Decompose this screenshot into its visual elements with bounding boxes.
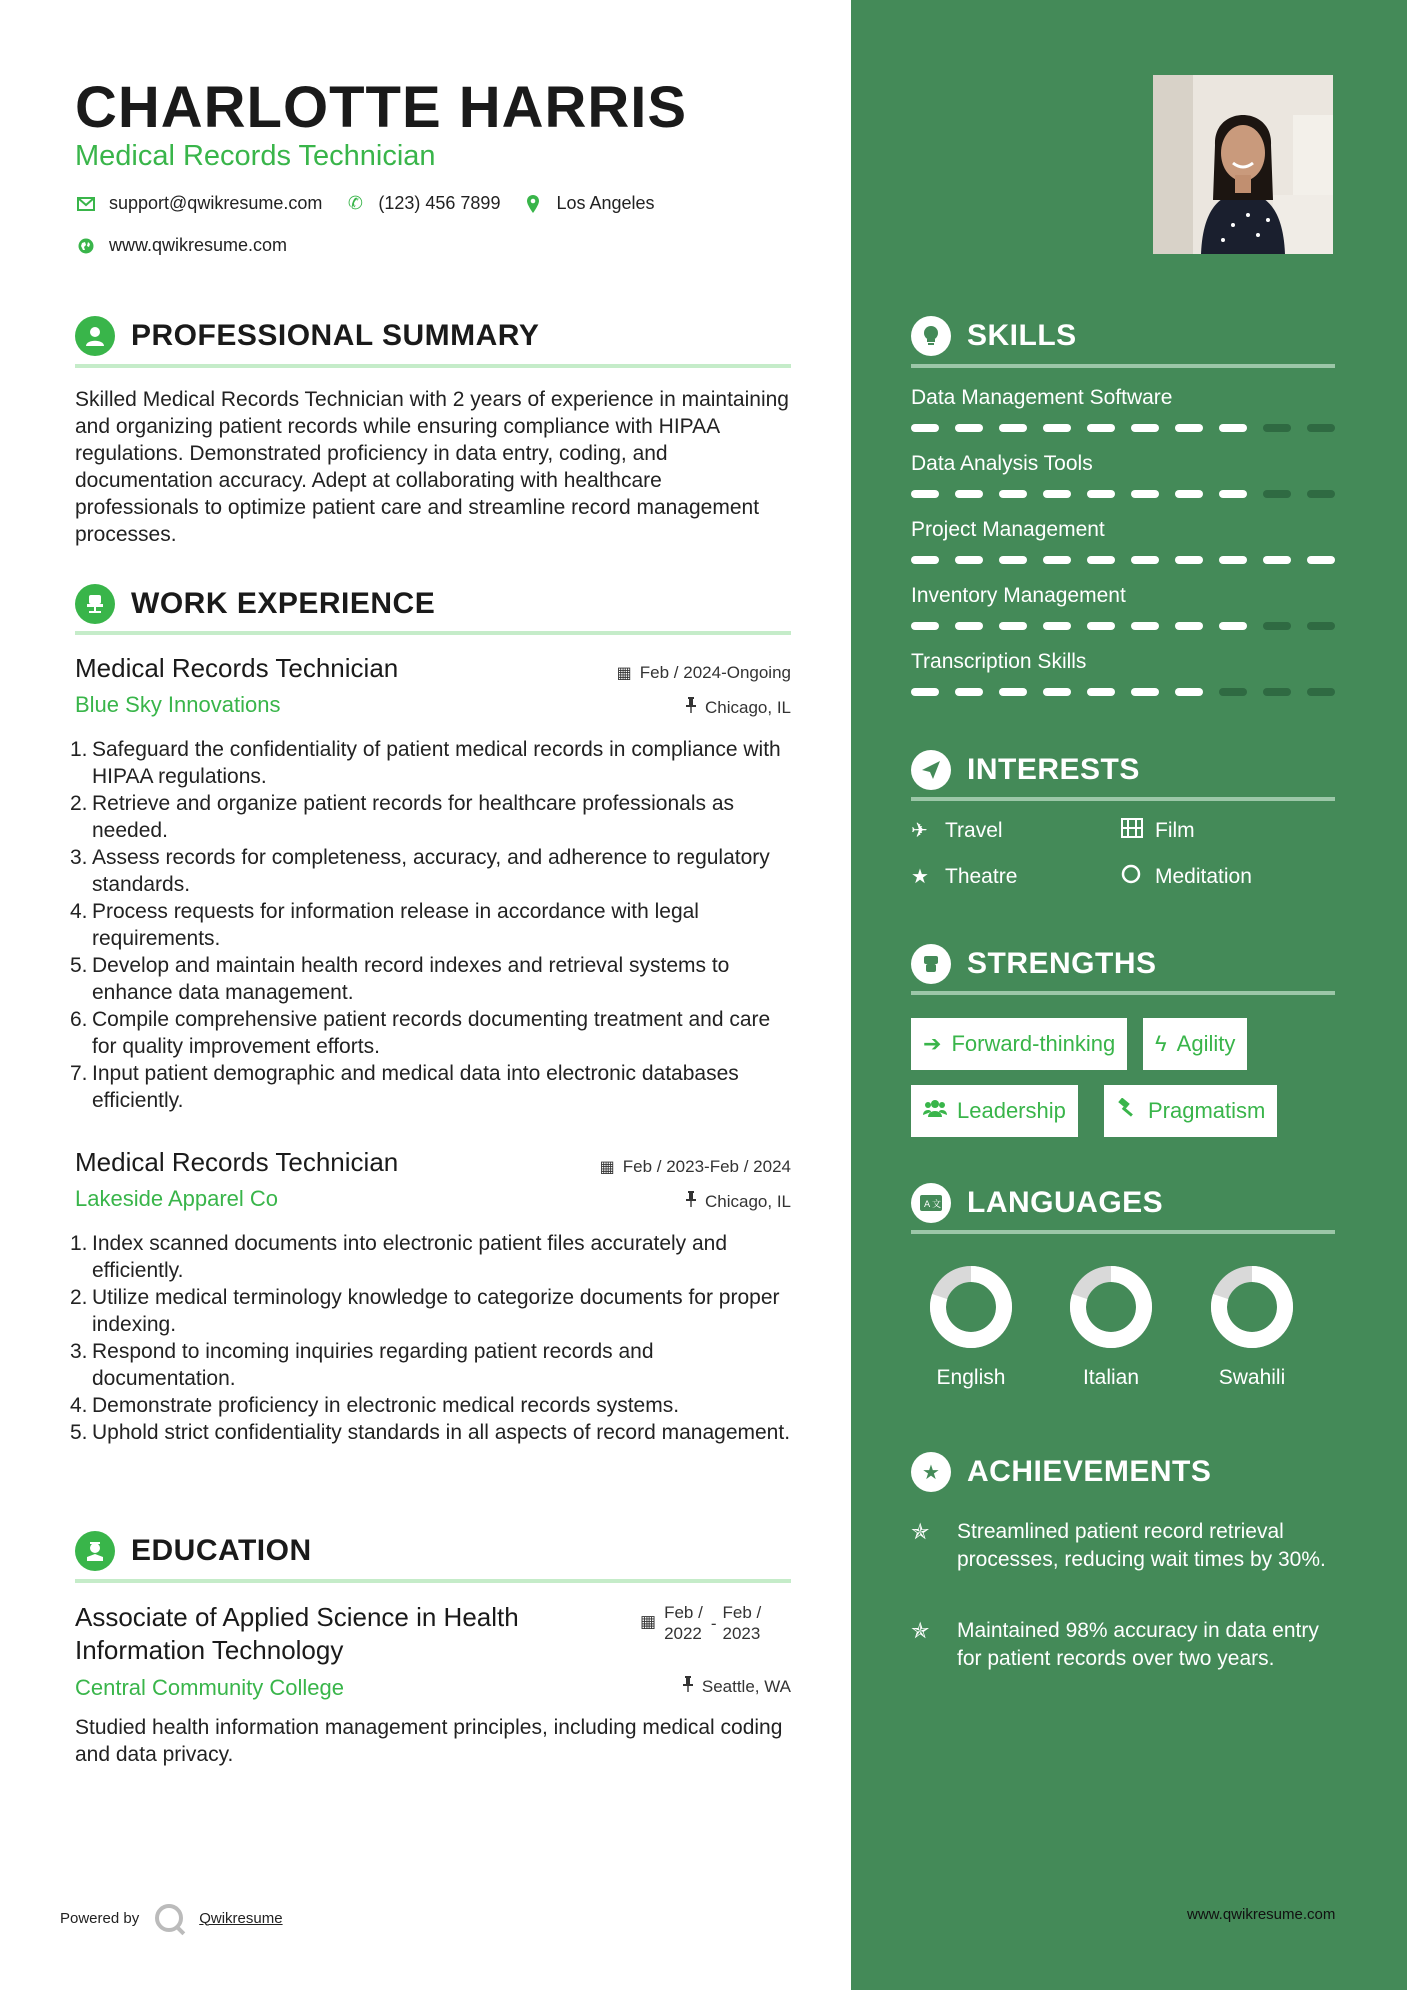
contact-website[interactable] xyxy=(75,235,287,256)
strength-badge: ➔ Forward-thinking xyxy=(911,1018,1127,1070)
skill-dot xyxy=(955,622,983,630)
languages-heading xyxy=(911,1183,1163,1223)
skill-dot xyxy=(911,688,939,696)
skill-name: Project Management xyxy=(911,518,1105,541)
skill-dot xyxy=(1043,490,1071,498)
date-separator: - xyxy=(710,1614,717,1633)
education-rule xyxy=(75,1579,791,1583)
skill-dot xyxy=(911,556,939,564)
language-item xyxy=(1192,1264,1312,1390)
svg-text:文: 文 xyxy=(932,1200,942,1210)
skill-dot xyxy=(1043,688,1071,696)
list-item: 4. Process requests for information release in accordance with legal requirements. xyxy=(70,900,699,950)
skill-dot xyxy=(999,556,1027,564)
skill-dot xyxy=(1087,490,1115,498)
pin-icon xyxy=(682,1676,694,1697)
footer-website[interactable]: www.qwikresume.com xyxy=(1187,1906,1336,1923)
calendar-icon: ▦ xyxy=(640,1612,657,1631)
skill-name: Data Management Software xyxy=(911,386,1173,409)
language-gauge xyxy=(1209,1264,1295,1350)
skill-dot xyxy=(955,490,983,498)
skill-name: Data Analysis Tools xyxy=(911,452,1093,475)
skill-dot xyxy=(1131,490,1159,498)
languages-heading-text: LANGUAGES xyxy=(967,1186,1164,1219)
skills-heading-text: SKILLS xyxy=(967,319,1077,352)
interests-rule xyxy=(911,797,1335,801)
skill-dot xyxy=(1087,424,1115,432)
skill-dot xyxy=(1043,556,1071,564)
school-name: Central Community College xyxy=(75,1675,344,1700)
qwikresume-logo-icon xyxy=(155,1904,183,1932)
job-1-date xyxy=(617,663,791,683)
skill-dot xyxy=(1307,622,1335,630)
skill-level-bar xyxy=(911,556,1351,564)
skill-dot xyxy=(1307,556,1335,564)
envelope-icon xyxy=(75,197,97,211)
education-start: Feb / 2022 xyxy=(664,1603,703,1643)
skill-name: Transcription Skills xyxy=(911,650,1087,673)
fist-icon xyxy=(911,944,951,984)
shooting-star-icon: ✯ xyxy=(911,1618,930,1643)
language-gauge xyxy=(1068,1264,1154,1350)
interest-item: ✈ Travel xyxy=(911,818,1003,842)
location-text: Los Angeles xyxy=(556,193,655,213)
skill-dot xyxy=(1263,490,1291,498)
skill-dot xyxy=(911,424,939,432)
job-2-company: Lakeside Apparel Co xyxy=(75,1186,279,1211)
globe-icon xyxy=(75,238,97,254)
languages-rule xyxy=(911,1230,1335,1234)
job-1-date-text: Feb / 2024-Ongoing xyxy=(639,663,791,682)
skill-dot xyxy=(1307,490,1335,498)
pin-icon xyxy=(685,1191,697,1212)
contact-row-2 xyxy=(75,235,309,256)
interests-heading-text: INTERESTS xyxy=(967,753,1140,786)
skill-dot xyxy=(1175,688,1203,696)
user-icon xyxy=(75,316,115,356)
office-chair-icon xyxy=(75,584,115,624)
shooting-star-icon: ✯ xyxy=(911,1519,930,1544)
calendar-icon: ▦ xyxy=(599,1159,615,1176)
phone-text: (123) 456 7899 xyxy=(378,193,501,213)
job-2-bullets xyxy=(70,1230,795,1446)
job-1-title: Medical Records Technician xyxy=(75,653,399,683)
phone-icon: ✆ xyxy=(347,193,363,213)
achievement-item: ✯ Maintained 98% accuracy in data entry for patient records over two years. xyxy=(911,1617,1341,1673)
list-item: 2. Utilize medical terminology knowledge to categorize documents for proper indexing. xyxy=(70,1286,780,1336)
job-2-location-text: Chicago, IL xyxy=(705,1191,791,1211)
skill-level-bar xyxy=(911,688,1351,696)
language-item xyxy=(911,1264,1031,1390)
strengths-heading xyxy=(911,944,1157,984)
achievements-heading xyxy=(911,1452,1211,1492)
language-name: English xyxy=(936,1366,1006,1389)
website-text: www.qwikresume.com xyxy=(109,235,288,255)
pin-icon xyxy=(685,697,697,718)
translate-icon xyxy=(911,1183,951,1223)
contact-row xyxy=(75,193,677,214)
skill-dot xyxy=(999,490,1027,498)
degree-title xyxy=(75,1601,635,1667)
skill-dot xyxy=(1043,622,1071,630)
experience-rule xyxy=(75,631,791,635)
skill-dot xyxy=(1307,424,1335,432)
skill-dot xyxy=(1263,688,1291,696)
job-1-bullets xyxy=(70,736,795,1114)
summary-text: Skilled Medical Records Technician with 2 years of experience in maintaining and organizing patient records while ensuring compliance with HIPAA regulations. Demonstrated proficiency in data entry, coding, and documentation accuracy. Adept at collaborating with healthcare professionals to optimize patient care and streamline record management processes. xyxy=(75,388,789,546)
list-item: 4. Demonstrate proficiency in electronic medical records systems. xyxy=(70,1394,680,1417)
skill-dot xyxy=(911,490,939,498)
list-item: 5. Uphold strict confidentiality standards in all aspects of record management. xyxy=(70,1421,791,1444)
skill-dot xyxy=(1219,622,1247,630)
skill-dot xyxy=(999,424,1027,432)
job-1-location-text: Chicago, IL xyxy=(705,697,791,717)
interests-heading xyxy=(911,750,1140,790)
job-2-location xyxy=(685,1191,791,1212)
skill-dot xyxy=(1219,688,1247,696)
skill-dot xyxy=(1131,556,1159,564)
skill-dot xyxy=(1219,424,1247,432)
skill-dot xyxy=(1131,622,1159,630)
strengths-rule xyxy=(911,991,1335,995)
skill-dot xyxy=(1131,424,1159,432)
summary-heading-text: PROFESSIONAL SUMMARY xyxy=(131,319,540,352)
skill-level-bar xyxy=(911,622,1351,630)
candidate-title: Medical Records Technician xyxy=(75,140,436,172)
paper-plane-icon xyxy=(911,750,951,790)
calendar-icon: ▦ xyxy=(616,665,632,682)
brand-link[interactable]: Qwikresume xyxy=(199,1909,283,1927)
education-end: Feb / 2023 xyxy=(722,1603,762,1643)
graduate-icon xyxy=(75,1531,115,1571)
education-description: Studied health information management principles, including medical coding and data privacy. xyxy=(75,1716,783,1766)
star-icon: ★ xyxy=(911,866,929,888)
skill-dot xyxy=(1043,424,1071,432)
skill-dot xyxy=(1175,424,1203,432)
contact-location xyxy=(522,193,654,214)
skill-dot xyxy=(1087,622,1115,630)
degree-line-1: Associate of Applied Science in Health xyxy=(75,1602,519,1632)
education-heading xyxy=(75,1531,312,1571)
circle-icon xyxy=(1121,864,1147,890)
skill-dot xyxy=(1131,688,1159,696)
skill-dot xyxy=(955,424,983,432)
list-item: 1. Safeguard the confidentiality of patient medical records in compliance with HIPAA regulations. xyxy=(70,738,781,788)
gavel-icon xyxy=(1116,1098,1138,1124)
language-name: Swahili xyxy=(1218,1366,1286,1389)
skill-dot xyxy=(1175,622,1203,630)
skill-dot xyxy=(1175,556,1203,564)
skills-heading xyxy=(911,316,1077,356)
list-item: 5. Develop and maintain health record indexes and retrieval systems to enhance data management. xyxy=(70,954,730,1004)
powered-by-text: Powered by xyxy=(60,1909,140,1927)
list-item: 2. Retrieve and organize patient records for healthcare professionals as needed. xyxy=(70,792,735,842)
contact-phone[interactable] xyxy=(344,193,500,214)
skill-dot xyxy=(1175,490,1203,498)
interest-item: Meditation xyxy=(1121,864,1252,890)
bolt-icon: ϟ xyxy=(1155,1031,1167,1056)
achievements-heading-text: ACHIEVEMENTS xyxy=(967,1455,1212,1488)
contact-email[interactable] xyxy=(75,193,322,214)
sidebar xyxy=(851,0,1407,1990)
list-item: 3. Assess records for completeness, accuracy, and adherence to regulatory standards. xyxy=(70,846,770,896)
users-icon xyxy=(923,1098,947,1124)
summary-rule xyxy=(75,364,791,368)
education-date xyxy=(640,1602,769,1644)
list-item: 7. Input patient demographic and medical data into electronic databases efficiently. xyxy=(70,1062,739,1112)
interest-item: Film xyxy=(1121,818,1195,844)
skill-dot xyxy=(1263,622,1291,630)
skill-dot xyxy=(1263,556,1291,564)
job-2-title: Medical Records Technician xyxy=(75,1147,399,1177)
achievement-item: ✯ Streamlined patient record retrieval processes, reducing wait times by 30%. xyxy=(911,1518,1341,1574)
skill-level-bar xyxy=(911,490,1351,498)
skill-dot xyxy=(1219,556,1247,564)
skill-dot xyxy=(911,622,939,630)
skill-dot xyxy=(955,556,983,564)
list-item: 3. Respond to incoming inquiries regarding patient records and documentation. xyxy=(70,1340,654,1390)
education-location-text: Seattle, WA xyxy=(701,1676,791,1696)
language-name: Italian xyxy=(1082,1366,1140,1389)
svg-text:A: A xyxy=(924,1200,931,1210)
skill-name: Inventory Management xyxy=(911,584,1126,607)
list-item: 6. Compile comprehensive patient records documenting treatment and care for quality improvement efforts. xyxy=(70,1008,771,1058)
job-2-date-text: Feb / 2023-Feb / 2024 xyxy=(622,1157,791,1176)
language-item xyxy=(1051,1264,1171,1390)
film-icon xyxy=(1121,818,1147,844)
degree-line-2: Information Technology xyxy=(75,1635,344,1665)
skill-dot xyxy=(955,688,983,696)
star-badge-icon: ★ xyxy=(911,1452,951,1492)
summary-heading xyxy=(75,316,539,356)
job-2-date xyxy=(600,1157,791,1177)
skill-dot xyxy=(999,622,1027,630)
interest-item: ★ Theatre xyxy=(911,864,1018,888)
email-text: support@qwikresume.com xyxy=(109,193,323,213)
profile-photo xyxy=(1153,75,1333,254)
map-pin-icon xyxy=(522,195,544,213)
education-location xyxy=(682,1676,791,1697)
strength-badge: Leadership xyxy=(911,1085,1078,1137)
job-1-location xyxy=(685,697,791,718)
education-heading-text: EDUCATION xyxy=(131,1534,312,1567)
job-1-company: Blue Sky Innovations xyxy=(75,692,281,717)
strength-badge: Pragmatism xyxy=(1104,1085,1277,1137)
candidate-name: CHARLOTTE HARRIS xyxy=(75,75,688,140)
skill-dot xyxy=(1087,556,1115,564)
arrow-right-icon: ➔ xyxy=(923,1031,942,1056)
plane-icon: ✈ xyxy=(911,820,928,842)
skill-dot xyxy=(1307,688,1335,696)
experience-heading xyxy=(75,584,435,624)
experience-heading-text: WORK EXPERIENCE xyxy=(131,587,436,620)
lightbulb-icon xyxy=(911,316,951,356)
list-item: 1. Index scanned documents into electronic patient files accurately and efficiently. xyxy=(70,1232,728,1282)
skill-dot xyxy=(1263,424,1291,432)
skill-dot xyxy=(1087,688,1115,696)
skill-level-bar xyxy=(911,424,1351,432)
language-gauge xyxy=(928,1264,1014,1350)
powered-by xyxy=(60,1904,283,1932)
skill-dot xyxy=(1219,490,1247,498)
skill-dot xyxy=(999,688,1027,696)
skills-rule xyxy=(911,364,1335,368)
strengths-heading-text: STRENGTHS xyxy=(967,947,1157,980)
strength-badge: ϟ Agility xyxy=(1143,1018,1247,1070)
